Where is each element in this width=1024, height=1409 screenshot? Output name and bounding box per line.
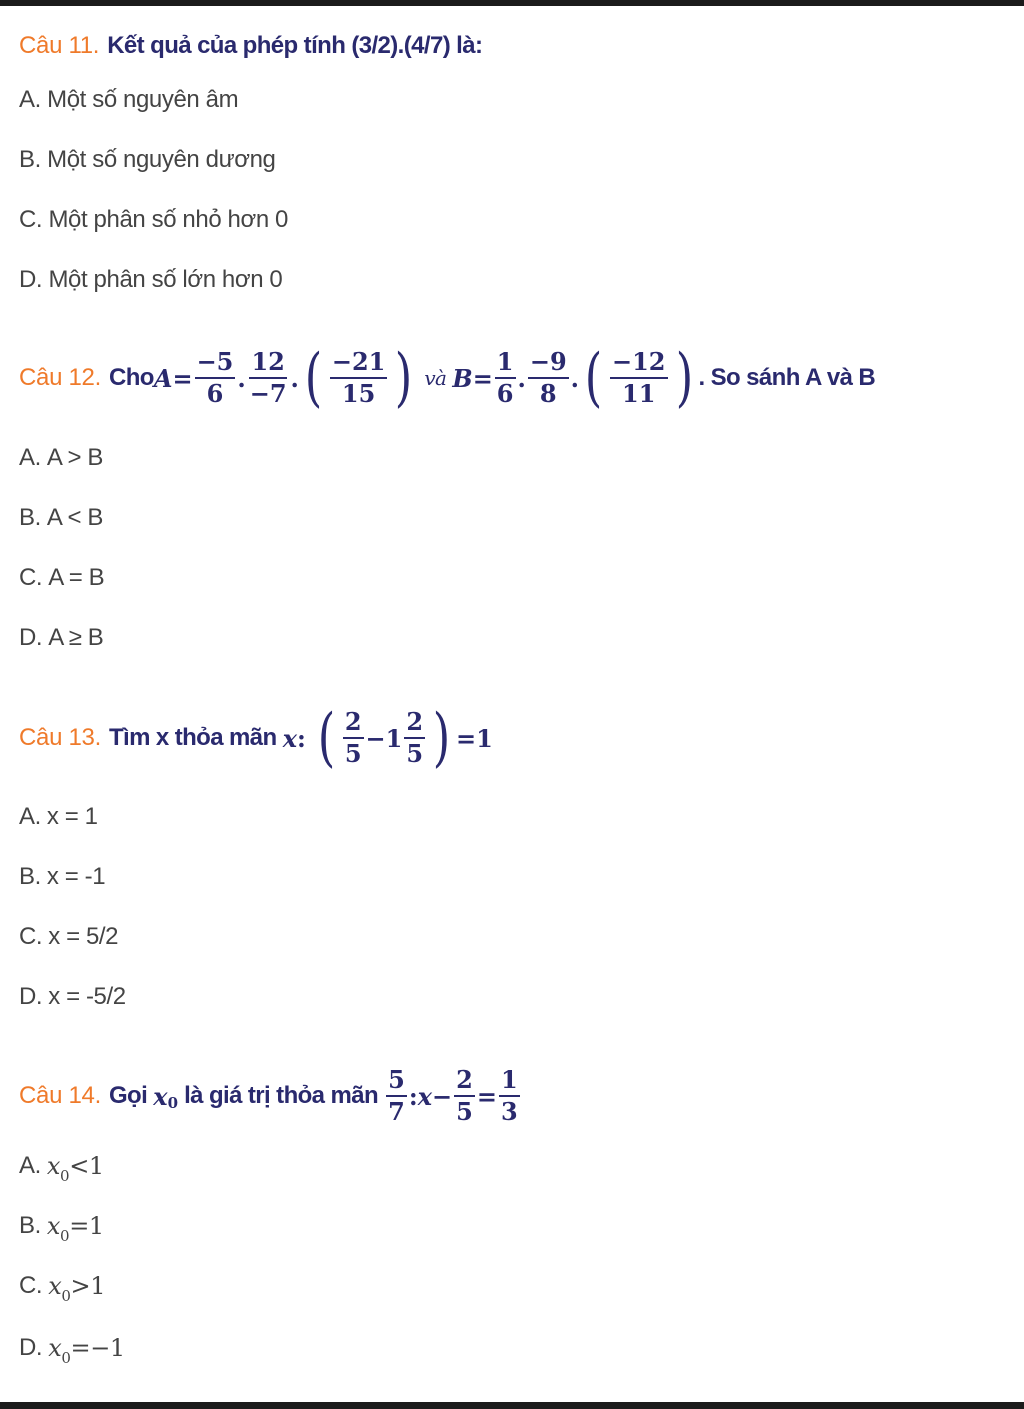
numerator: −12 xyxy=(610,350,668,379)
numerator: −5 xyxy=(195,350,236,379)
numerator: 2 xyxy=(343,710,364,739)
option-label: C. xyxy=(19,564,43,591)
q11-option-a[interactable] xyxy=(19,86,238,114)
expression-a xyxy=(153,341,419,415)
fraction xyxy=(330,347,388,408)
variable-x: x xyxy=(46,1212,61,1240)
q13-option-d[interactable] xyxy=(19,983,126,1011)
subscript: 0 xyxy=(167,1094,178,1112)
question-12 xyxy=(19,341,876,415)
option-text: x = 5/2 xyxy=(48,923,119,950)
q11-option-b[interactable] xyxy=(19,146,276,174)
subscript: 0 xyxy=(61,1349,71,1367)
question-lead: Cho xyxy=(108,364,154,391)
division-sign: : xyxy=(408,1081,418,1111)
variable-x: x xyxy=(417,1081,433,1111)
question-text: Tìm x thỏa mãn xyxy=(108,724,277,751)
option-text: x = -1 xyxy=(46,863,106,890)
numerator: −21 xyxy=(330,350,388,379)
option-label: D. xyxy=(19,983,43,1010)
option-text: A = B xyxy=(48,564,105,591)
variable-x: x xyxy=(46,1152,61,1180)
option-text: =−1 xyxy=(70,1334,125,1362)
option-text: >1 xyxy=(70,1272,106,1300)
option-text: A > B xyxy=(46,444,103,471)
minus-sign: − xyxy=(432,1081,453,1111)
fraction xyxy=(343,707,364,768)
option-label: C. xyxy=(19,923,43,950)
option-text: <1 xyxy=(69,1152,104,1180)
option-label: C. xyxy=(19,1272,43,1299)
equation xyxy=(282,701,493,775)
numerator: 5 xyxy=(386,1068,407,1097)
option-text: A ≥ B xyxy=(48,624,104,651)
numerator: −9 xyxy=(528,350,569,379)
colon: : xyxy=(297,723,306,753)
option-label: A. xyxy=(19,803,41,830)
numerator: 12 xyxy=(249,350,286,379)
q14-option-d[interactable] xyxy=(19,1334,125,1367)
question-text: là giá trị thỏa mãn xyxy=(184,1082,379,1109)
equals-sign: = xyxy=(172,363,193,393)
q12-option-b[interactable] xyxy=(19,504,103,532)
denominator: −7 xyxy=(249,379,287,408)
fraction xyxy=(386,1065,407,1126)
q14-option-a[interactable] xyxy=(19,1152,104,1185)
question-number: Câu 13. xyxy=(19,724,101,751)
q14-option-c[interactable] xyxy=(19,1272,106,1305)
variable-x: x xyxy=(282,723,297,753)
question-13 xyxy=(19,701,493,775)
left-paren: ( xyxy=(584,341,603,415)
variable-x: x xyxy=(48,1334,62,1362)
denominator: 11 xyxy=(622,379,656,408)
question-tail: . So sánh A và B xyxy=(698,364,876,391)
option-text: =1 xyxy=(69,1212,104,1240)
option-text: C. Một phân số nhỏ hơn 0 xyxy=(19,206,288,233)
q13-option-c[interactable] xyxy=(19,923,118,951)
option-label: A. xyxy=(19,1152,41,1179)
variable-x0 xyxy=(153,1082,178,1111)
option-label: A. xyxy=(19,444,41,471)
variable-b: B xyxy=(452,363,473,393)
q12-option-a[interactable] xyxy=(19,444,103,472)
q13-option-a[interactable] xyxy=(19,803,98,831)
numerator: 1 xyxy=(495,350,516,379)
question-lead: Gọi xyxy=(108,1082,148,1109)
denominator: 5 xyxy=(406,739,424,768)
equation xyxy=(384,1065,522,1126)
denominator: 3 xyxy=(500,1097,518,1126)
question-14 xyxy=(19,1065,522,1126)
fraction xyxy=(528,347,569,408)
q12-option-c[interactable] xyxy=(19,564,104,592)
q13-option-b[interactable] xyxy=(19,863,105,891)
option-label: D. xyxy=(19,624,43,651)
denominator: 8 xyxy=(539,379,557,408)
denominator: 5 xyxy=(456,1097,473,1126)
question-text: Kết quả của phép tính (3/2).(4/7) là: xyxy=(107,32,483,59)
right-paren: ) xyxy=(395,341,413,415)
q12-option-d[interactable] xyxy=(19,624,103,652)
top-border xyxy=(0,0,1024,6)
fraction xyxy=(404,707,425,768)
question-number: Câu 11. xyxy=(19,32,100,59)
option-text: x = 1 xyxy=(46,803,98,830)
option-label: D. xyxy=(19,1334,43,1361)
fraction xyxy=(248,347,289,408)
expression-b xyxy=(452,341,698,415)
option-text: D. Một phân số lớn hơn 0 xyxy=(19,266,283,293)
subscript: 0 xyxy=(61,1287,71,1305)
option-text: A. Một số nguyên âm xyxy=(19,86,239,113)
variable-a: A xyxy=(153,363,173,393)
bottom-border xyxy=(0,1402,1024,1409)
q11-option-c[interactable] xyxy=(19,206,288,234)
q14-option-b[interactable] xyxy=(19,1212,104,1245)
denominator: 15 xyxy=(341,379,376,408)
option-text: B. Một số nguyên dương xyxy=(19,146,276,173)
dot: . xyxy=(570,363,580,393)
left-paren: ( xyxy=(317,701,336,775)
numerator: 1 xyxy=(499,1068,520,1097)
equals-sign: = xyxy=(476,1081,497,1111)
q11-option-d[interactable] xyxy=(19,266,282,294)
option-text: A < B xyxy=(46,504,103,531)
variable-x: x xyxy=(153,1081,168,1111)
question-11 xyxy=(19,32,482,60)
right-paren: ) xyxy=(432,701,451,775)
question-number: Câu 14. xyxy=(19,1082,101,1109)
variable-x: x xyxy=(48,1272,62,1300)
option-label: B. xyxy=(19,504,41,531)
subscript: 0 xyxy=(60,1167,70,1185)
conjunction: và xyxy=(424,366,447,390)
fraction xyxy=(499,1065,520,1126)
dot: . xyxy=(290,363,299,393)
fraction xyxy=(454,1065,475,1126)
fraction xyxy=(610,347,668,408)
dot: . xyxy=(237,363,246,393)
fraction xyxy=(495,347,516,408)
equals-sign: = xyxy=(472,363,493,393)
minus-sign: − xyxy=(365,723,386,753)
left-paren: ( xyxy=(304,341,323,415)
denominator: 5 xyxy=(344,739,362,768)
option-label: B. xyxy=(19,1212,41,1239)
numerator: 2 xyxy=(454,1068,475,1097)
option-label: B. xyxy=(19,863,41,890)
numerator: 2 xyxy=(404,710,425,739)
right-paren: ) xyxy=(675,341,693,415)
fraction xyxy=(195,347,236,408)
whole-part: 1 xyxy=(385,723,403,753)
subscript: 0 xyxy=(60,1227,70,1245)
right-hand-side: =1 xyxy=(456,723,493,753)
option-text: x = -5/2 xyxy=(48,983,126,1010)
denominator: 6 xyxy=(496,379,514,408)
denominator: 6 xyxy=(206,379,224,408)
dot: . xyxy=(517,363,526,393)
question-number: Câu 12. xyxy=(19,364,101,391)
denominator: 7 xyxy=(388,1097,405,1126)
